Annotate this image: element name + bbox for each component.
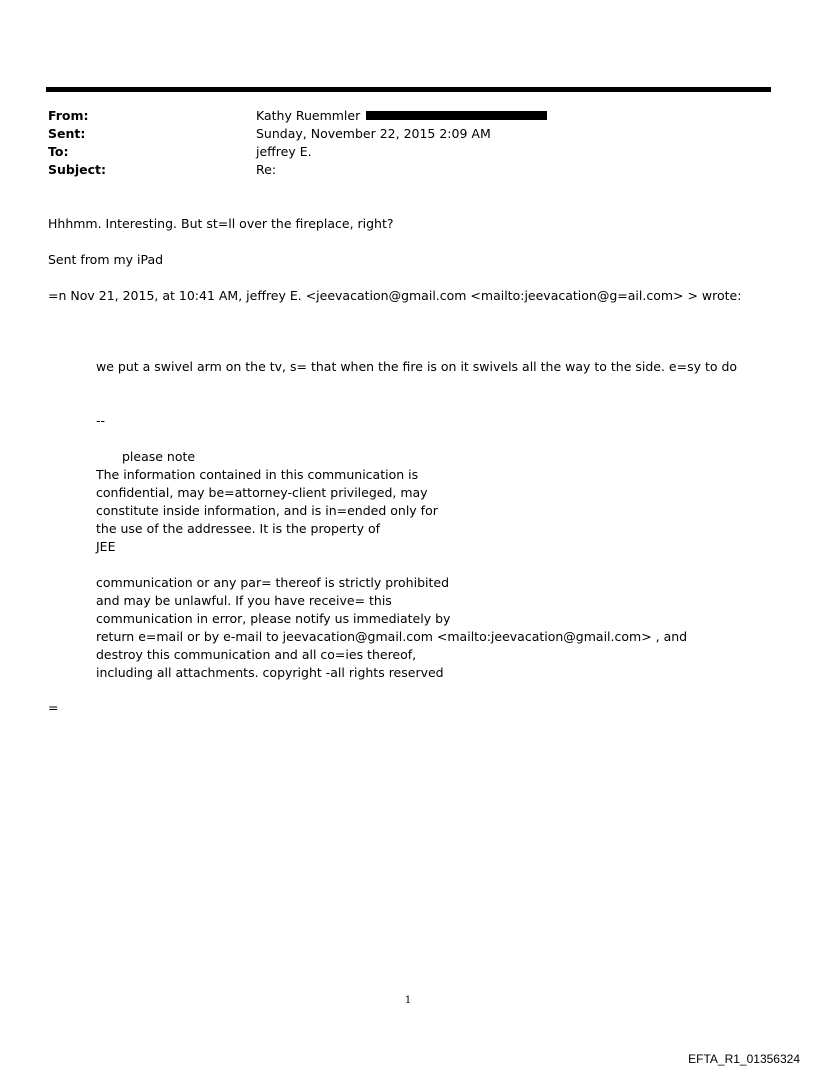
disclaimer-line: return e=mail or by e-mail to jeevacation@gmail.com <mailto:jeevacation@gmail.com> , and	[96, 629, 688, 644]
subject-value: Re:	[256, 162, 277, 177]
from-value	[256, 107, 547, 125]
note-heading: please note	[122, 449, 196, 464]
from-label: From:	[48, 108, 89, 123]
sent-label: Sent:	[48, 126, 86, 141]
subject-label: Subject:	[48, 162, 106, 177]
document-id: EFTA_R1_01356324	[688, 1052, 800, 1066]
disclaimer-line: including all attachments. copyright -all rights reserved	[96, 665, 444, 680]
signature-line: Sent from my iPad	[48, 252, 164, 267]
quote-header: =n Nov 21, 2015, at 10:41 AM, jeffrey E. <jeevacation@gmail.com <mailto:jeevacation@g=ail.com> > wrote:	[48, 288, 742, 303]
sender-name: Kathy Ruemmler	[256, 108, 361, 123]
to-value: jeffrey E.	[256, 144, 312, 159]
sent-value: Sunday, November 22, 2015 2:09 AM	[256, 126, 491, 141]
reply-line: Hhhmm. Interesting. But st=ll over the fireplace, right?	[48, 216, 394, 231]
disclaimer-line: and may be unlawful. If you have receive= this	[96, 593, 392, 608]
header-divider	[46, 87, 771, 92]
disclaimer-line: destroy this communication and all co=ies thereof,	[96, 647, 417, 662]
redaction-bar	[366, 111, 547, 120]
disclaimer-line: confidential, may be=attorney-client privileged, may	[96, 485, 428, 500]
trailing-marker: =	[48, 700, 59, 715]
disclaimer-line: communication or any par= thereof is strictly prohibited	[96, 575, 450, 590]
quoted-message: we put a swivel arm on the tv, s= that when the fire is on it swivels all the way to the side. e=sy to do	[96, 359, 738, 374]
page-number: 1	[404, 995, 412, 1006]
disclaimer-line: The information contained in this communication is	[96, 467, 419, 482]
disclaimer-line: constitute inside information, and is in=ended only for	[96, 503, 438, 518]
disclaimer-line: communication in error, please notify us immediately by	[96, 611, 451, 626]
signature-separator: --	[96, 413, 106, 428]
disclaimer-line: JEE	[96, 539, 116, 554]
disclaimer-line: the use of the addressee. It is the property of	[96, 521, 381, 536]
to-label: To:	[48, 144, 69, 159]
